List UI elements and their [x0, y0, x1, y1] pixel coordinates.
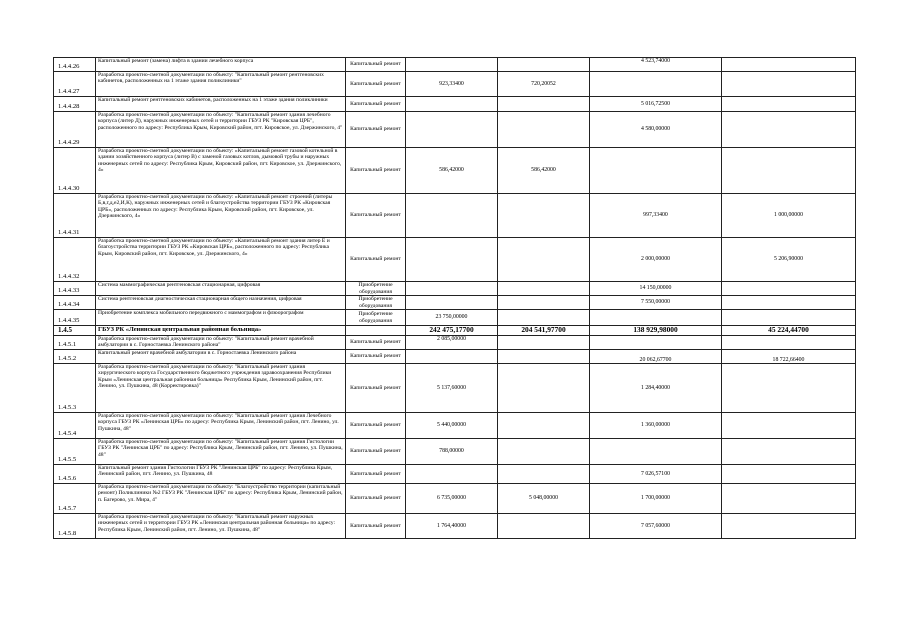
- row-value-3-cell: 7 057,60000: [590, 514, 722, 539]
- row-type-cell: Капитальный ремонт: [346, 58, 406, 72]
- row-value-4-cell: [722, 439, 856, 465]
- row-value-2-cell: [498, 194, 590, 238]
- row-value-2-cell: [498, 413, 590, 439]
- row-number-cell: 1.4.4.35: [54, 310, 96, 326]
- row-value-3-cell: [590, 72, 722, 97]
- row-value-3-cell: 997,33400: [590, 194, 722, 238]
- row-type-cell: Капитальный ремонт: [346, 194, 406, 238]
- table-row: [54, 310, 856, 326]
- table-row: [54, 238, 856, 282]
- row-value-2-cell: 5 048,00000: [498, 484, 590, 514]
- table-row: [54, 439, 856, 465]
- table-row: [54, 58, 856, 72]
- table-row: [54, 112, 856, 148]
- row-description-cell: ГБУЗ РК «Ленинская центральная районная больница»: [96, 326, 346, 336]
- row-number-cell: 1.4.5.8: [54, 514, 96, 539]
- row-value-4-cell: 45 224,44700: [722, 326, 856, 336]
- row-description-cell: Разработка проектно-сметной документации по объекту: «Капитальный ремонт строений (литеры Б,в,г,д,е2,И,К), наружных инженерных сетей и благоустройства территории ГБУЗ РК «Кировская ЦРБ», расположенных по адресу: Республика Крым, Кировский район, пгт. Кировское, ул. Дзержинского, 4»: [96, 194, 346, 238]
- row-description-cell: Разработка проектно-сметной документации по объекту: "Капитальный ремонт врачебной амбулатории в с. Горностаевка Ленинского района": [96, 336, 346, 350]
- table-row: [54, 296, 856, 310]
- row-value-4-cell: [722, 364, 856, 413]
- row-description-cell: Капитальный ремонт врачебной амбулатории в с. Горностаевка Ленинского района: [96, 350, 346, 364]
- row-value-4-cell: [722, 148, 856, 194]
- row-value-1-cell: 586,42000: [406, 148, 498, 194]
- row-description-cell: Разработка проектно-сметной документации по объекту: "Капитальный ремонт наружных инженерных сетей и территории ГБУЗ РК «Ленинская центральная районная больница» по адресу: Республика Крым, Ленинский район, пгт. Ленино, ул. Пушкина, 48": [96, 514, 346, 539]
- row-number-cell: 1.4.5.7: [54, 484, 96, 514]
- table-row: [54, 282, 856, 296]
- row-type-cell: Капитальный ремонт: [346, 148, 406, 194]
- row-description-cell: Капитальный ремонт рентгеновских кабинетов, расположенных на 1 этаже здания поликлиники: [96, 97, 346, 112]
- table-row: [54, 97, 856, 112]
- row-value-4-cell: [722, 484, 856, 514]
- row-number-cell: 1.4.4.31: [54, 194, 96, 238]
- table-row: [54, 514, 856, 539]
- row-value-2-cell: [498, 514, 590, 539]
- row-number-cell: 1.4.4.32: [54, 238, 96, 282]
- row-value-3-cell: 1 284,40000: [590, 364, 722, 413]
- row-value-2-cell: [498, 465, 590, 484]
- table-row: [54, 364, 856, 413]
- row-value-1-cell: [406, 97, 498, 112]
- row-description-cell: Капитальный ремонт (замена) лифта в здании лечебного корпуса: [96, 58, 346, 72]
- table-row: [54, 413, 856, 439]
- row-type-cell: Капитальный ремонт: [346, 97, 406, 112]
- row-description-cell: Разработка проектно-сметной документации по объекту: "Капитальный ремонт здания лечебного корпуса (литер Д), наружных инженерных сетей и территории ГБУЗ РК "Кировская ЦРБ", расположенного по адресу: Республика Крым, Кировский район, пгт. Кировское, ул. Дзержинского, 4": [96, 112, 346, 148]
- row-type-cell: Приобретение оборудования: [346, 310, 406, 326]
- row-value-4-cell: [722, 112, 856, 148]
- row-type-cell: Капитальный ремонт: [346, 350, 406, 364]
- row-value-1-cell: 6 735,00000: [406, 484, 498, 514]
- row-value-3-cell: [590, 336, 722, 350]
- row-number-cell: 1.4.4.34: [54, 296, 96, 310]
- row-value-3-cell: 14 150,00000: [590, 282, 722, 296]
- row-value-4-cell: [722, 58, 856, 72]
- row-number-cell: 1.4.5.5: [54, 439, 96, 465]
- row-value-1-cell: [406, 238, 498, 282]
- row-value-3-cell: 1 700,00000: [590, 484, 722, 514]
- budget-table-page: [53, 57, 855, 539]
- row-type-cell: Капитальный ремонт: [346, 238, 406, 282]
- table-row: [54, 326, 856, 336]
- row-value-1-cell: 1 764,40000: [406, 514, 498, 539]
- row-number-cell: 1.4.5.1: [54, 336, 96, 350]
- row-description-cell: Разработка проектно-сметной документации по объекту: "Капитальный ремонт здания хирургического корпуса Государственного бюджетного учреждения здравоохранения Республики Крым «Ленинская центральная районная больница» Республика Крым, Ленинский район, пгт. Ленино, ул. Пушкина, 48 (Корректировка)": [96, 364, 346, 413]
- row-description-cell: Система маммографическая рентгеновская стационарная, цифровая: [96, 282, 346, 296]
- row-number-cell: 1.4.4.29: [54, 112, 96, 148]
- row-value-3-cell: 1 360,00000: [590, 413, 722, 439]
- row-value-4-cell: [722, 72, 856, 97]
- row-value-1-cell: 2 085,00000: [406, 336, 498, 350]
- row-value-2-cell: 720,20052: [498, 72, 590, 97]
- row-number-cell: 1.4.5.2: [54, 350, 96, 364]
- row-value-1-cell: [406, 350, 498, 364]
- row-value-1-cell: [406, 194, 498, 238]
- row-value-1-cell: 242 475,17700: [406, 326, 498, 336]
- row-value-3-cell: 20 062,67700: [590, 350, 722, 364]
- row-value-2-cell: [498, 336, 590, 350]
- row-type-cell: [346, 326, 406, 336]
- table-row: [54, 336, 856, 350]
- row-value-4-cell: [722, 310, 856, 326]
- row-value-3-cell: 4 580,00000: [590, 112, 722, 148]
- row-value-3-cell: [590, 310, 722, 326]
- budget-table: [53, 57, 856, 539]
- table-row: [54, 72, 856, 97]
- row-type-cell: Капитальный ремонт: [346, 484, 406, 514]
- row-value-4-cell: [722, 282, 856, 296]
- row-value-2-cell: [498, 58, 590, 72]
- row-description-cell: Капитальный ремонт здания Гистологии ГБУЗ РК "Ленинская ЦРБ" по адресу: Республика Крым, Ленинский район, пгт. Ленино, ул. Пушкина, 48: [96, 465, 346, 484]
- row-value-3-cell: 7 026,57100: [590, 465, 722, 484]
- row-value-2-cell: [498, 439, 590, 465]
- row-value-3-cell: 5 016,72500: [590, 97, 722, 112]
- row-value-2-cell: [498, 97, 590, 112]
- row-value-2-cell: [498, 350, 590, 364]
- row-description-cell: Разработка проектно-сметной документации по объекту: «Капитальный ремонт газовой котельной в здании хозяйственного корпуса (литер В) с заменой газовых котлов, дымовой трубы и наружных инженерных сетей по адресу: Республика Крым, Кировский район, пгт. Кировское, ул. Дзержинского, 4»: [96, 148, 346, 194]
- row-type-cell: Капитальный ремонт: [346, 336, 406, 350]
- row-value-1-cell: 23 750,00000: [406, 310, 498, 326]
- row-description-cell: Разработка проектно-сметной документации по объекту: "Благоустройство территории (капитальный ремонт) Поликлиники №2 ГБУЗ РК "Ленинская ЦРБ" по адресу: Республика Крым, Ленинский район, п. Багерово, ул. Мира, 4": [96, 484, 346, 514]
- row-value-4-cell: [722, 336, 856, 350]
- row-type-cell: Капитальный ремонт: [346, 364, 406, 413]
- row-description-cell: Разработка проектно-сметной документации по объекту: "Капитальный ремонт здания Гистологии ГБУЗ РК "Ленинская ЦРБ" по адресу: Республика Крым, Ленинский район, пгт. Ленино, ул. Пушкина, 48": [96, 439, 346, 465]
- row-value-1-cell: [406, 296, 498, 310]
- row-value-4-cell: 1 000,00000: [722, 194, 856, 238]
- row-value-3-cell: 4 523,74000: [590, 58, 722, 72]
- row-number-cell: 1.4.4.33: [54, 282, 96, 296]
- row-description-cell: Разработка проектно-сметной документации по объекту: "Капитальный ремонт здания Лечебного корпуса ГБУЗ РК «Ленинская ЦРБ» по адресу: Республика Крым, Ленинский район, пгт. Ленино, ул. Пушкина, 48": [96, 413, 346, 439]
- table-row: [54, 194, 856, 238]
- row-value-1-cell: 5 440,00000: [406, 413, 498, 439]
- row-number-cell: 1.4.4.28: [54, 97, 96, 112]
- row-value-2-cell: 204 541,97700: [498, 326, 590, 336]
- row-type-cell: Капитальный ремонт: [346, 72, 406, 97]
- row-value-2-cell: [498, 364, 590, 413]
- row-number-cell: 1.4.4.27: [54, 72, 96, 97]
- row-value-4-cell: [722, 514, 856, 539]
- row-value-1-cell: 5 137,60000: [406, 364, 498, 413]
- row-value-2-cell: [498, 296, 590, 310]
- table-row: [54, 148, 856, 194]
- row-description-cell: Разработка проектно-сметной документации по объекту: «Капитальный ремонт здания литер Е и благоустройства территории ГБУЗ РК «Кировская ЦРБ», расположенного по адресу: Республика Крым, Кировский район, пгт. Кировское, ул. Дзержинского, 4»: [96, 238, 346, 282]
- row-number-cell: 1.4.5: [54, 326, 96, 336]
- table-row: [54, 465, 856, 484]
- row-number-cell: 1.4.5.3: [54, 364, 96, 413]
- row-number-cell: 1.4.5.4: [54, 413, 96, 439]
- row-value-3-cell: 2 000,00000: [590, 238, 722, 282]
- row-description-cell: Система рентгеновская диагностическая стационарная общего назначения, цифровая: [96, 296, 346, 310]
- row-value-3-cell: 7 550,00000: [590, 296, 722, 310]
- row-value-1-cell: [406, 465, 498, 484]
- row-description-cell: Приобретение комплекса мобильного передвижного с маммографом и флюорографом: [96, 310, 346, 326]
- row-number-cell: 1.4.4.30: [54, 148, 96, 194]
- row-value-1-cell: [406, 58, 498, 72]
- row-value-4-cell: 5 206,90000: [722, 238, 856, 282]
- row-type-cell: Капитальный ремонт: [346, 439, 406, 465]
- row-value-2-cell: [498, 310, 590, 326]
- row-value-4-cell: [722, 296, 856, 310]
- row-description-cell: Разработка проектно-сметной документации по объекту: "Капитальный ремонт рентгеновских кабинетов, расположенных на 1 этаже здания поликлиники": [96, 72, 346, 97]
- row-value-1-cell: [406, 112, 498, 148]
- row-type-cell: Приобретение оборудования: [346, 296, 406, 310]
- row-value-1-cell: [406, 282, 498, 296]
- row-number-cell: 1.4.5.6: [54, 465, 96, 484]
- row-value-1-cell: 923,33400: [406, 72, 498, 97]
- row-value-1-cell: 788,00000: [406, 439, 498, 465]
- row-number-cell: 1.4.4.26: [54, 58, 96, 72]
- row-type-cell: Капитальный ремонт: [346, 514, 406, 539]
- row-value-2-cell: 586,42000: [498, 148, 590, 194]
- row-value-4-cell: 18 722,66400: [722, 350, 856, 364]
- row-value-3-cell: [590, 148, 722, 194]
- row-value-3-cell: 138 929,98000: [590, 326, 722, 336]
- row-value-3-cell: [590, 439, 722, 465]
- row-type-cell: Капитальный ремонт: [346, 413, 406, 439]
- row-type-cell: Капитальный ремонт: [346, 465, 406, 484]
- row-value-4-cell: [722, 413, 856, 439]
- row-type-cell: Капитальный ремонт: [346, 112, 406, 148]
- row-type-cell: Приобретение оборудования: [346, 282, 406, 296]
- row-value-4-cell: [722, 465, 856, 484]
- table-row: [54, 484, 856, 514]
- row-value-4-cell: [722, 97, 856, 112]
- row-value-2-cell: [498, 282, 590, 296]
- row-value-2-cell: [498, 238, 590, 282]
- row-value-2-cell: [498, 112, 590, 148]
- table-row: [54, 350, 856, 364]
